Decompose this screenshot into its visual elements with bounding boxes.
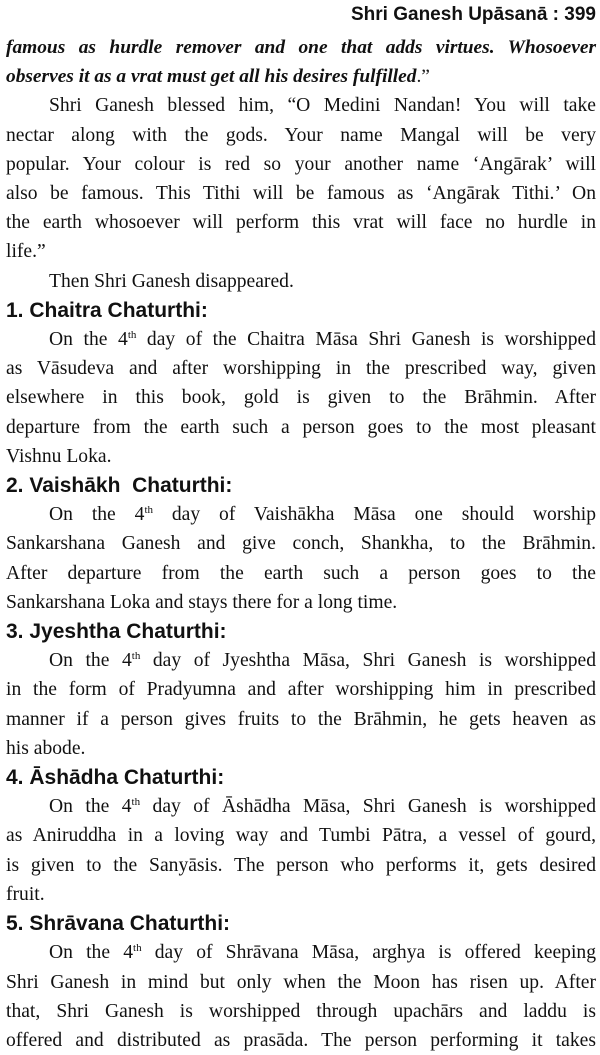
jyeshtha-line-3: manner if a person gives fruits to the Brāhmin, he gets heaven as — [6, 708, 596, 730]
blessing-line-3: popular. Your colour is red so your another name ‘Angārak’ will — [6, 153, 596, 175]
intro-italic-line-2 — [6, 62, 596, 91]
blessing-line-2: nectar along with the gods. Your name Mangal will be very — [6, 124, 596, 146]
chaitra-line-4: departure from the earth such a person goes to the most pleasant — [6, 416, 596, 438]
section-body-ashadha — [6, 792, 596, 909]
ordinal-sup: th — [144, 504, 153, 517]
intro-italic-line-1: famous as hurdle remover and one that adds virtues. Whosoever — [6, 37, 596, 58]
section-body-vaishakh — [6, 500, 596, 617]
blessing-line-5: the earth whosoever will perform this vrat will face no hurdle in — [6, 212, 596, 234]
ordinal-sup: th — [131, 796, 141, 809]
ashadha-line-4: fruit. — [6, 883, 45, 905]
chaitra-line-2-text: Vāsudeva and after worshipping in the prescribed way, given — [36, 358, 596, 380]
chaitra-line-1 — [6, 325, 596, 354]
section-heading-chaitra: 1. Chaitra Chaturthi: — [6, 298, 208, 322]
shravana-line-1-rest: day of Shrāvana Māsa, arghya is offered keeping — [141, 942, 596, 964]
section-heading-ashadha: 4. Āshādha Chaturthi: — [6, 766, 225, 790]
ashadha-line-2: as Aniruddha in a loving way and Tumbi Pātra, a vessel of gourd, — [6, 825, 596, 847]
shravana-line-1 — [6, 938, 596, 967]
ordinal-sup: th — [127, 329, 137, 342]
vaishakh-line-4: Sankarshana Loka and stays there for a long time. — [6, 591, 398, 613]
blessing-line-6: life.” — [6, 241, 46, 263]
shravana-line-3: that, Shri Ganesh is worshipped through upachārs and laddu is — [6, 1000, 596, 1022]
ashadha-line-3: is given to the Sanyāsis. The person who performs it, gets desired — [6, 854, 596, 876]
vaishakh-line-3: After departure from the earth such a person goes to the — [6, 562, 596, 584]
section-heading-jyeshtha: 3. Jyeshtha Chaturthi: — [6, 620, 227, 644]
ordinal-sup: th — [131, 650, 141, 663]
vaishakh-line-1-start: On the 4 — [49, 504, 145, 526]
blessing-line-1: Shri Ganesh blessed him, “O Medini Nandan! You will take — [49, 95, 596, 117]
chaitra-line-2 — [6, 354, 596, 383]
ashadha-line-1-rest: day of Āshādha Māsa, Shri Ganesh is worshipped — [140, 796, 596, 818]
chaitra-line-1-rest: day of the Chaitra Māsa Shri Ganesh is worshipped — [136, 329, 596, 351]
vaishakh-line-2: Sankarshana Ganesh and give conch, Shankha, to the Brāhmin. — [6, 533, 596, 555]
shravana-line-2: Shri Ganesh in mind but only when the Moon has risen up. After — [6, 971, 596, 993]
section-heading-shravana: 5. Shrāvana Chaturthi: — [6, 912, 231, 936]
disappeared-line: Then Shri Ganesh disappeared. — [49, 270, 294, 292]
ordinal-sup: th — [133, 942, 142, 955]
jyeshtha-line-2: in the form of Pradyumna and after worshipping him in prescribed — [6, 679, 596, 701]
chaitra-line-2-prefix: as — [6, 358, 37, 380]
intro-italic-close: .” — [416, 66, 430, 88]
section-body-shravana — [6, 938, 596, 1055]
shravana-line-4: offered and distributed as prasāda. The person performing it takes — [6, 1029, 596, 1051]
section-body-jyeshtha — [6, 646, 596, 763]
running-head: Shri Ganesh Upāsanā : 399 — [351, 4, 596, 25]
vaishakh-line-1-rest: day of Vaishākha Māsa one should worship — [153, 504, 597, 526]
section-body-chaitra — [6, 325, 596, 471]
jyeshtha-line-1-start: On the 4 — [49, 650, 132, 672]
chaitra-line-3: elsewhere in this book, gold is given to the Brāhmin. After — [6, 387, 596, 409]
jyeshtha-line-1-rest: day of Jyeshtha Māsa, Shri Ganesh is worshipped — [140, 650, 596, 672]
intro-block — [6, 33, 596, 296]
chaitra-line-1-start: On the 4 — [49, 329, 128, 351]
ashadha-line-1-start: On the 4 — [49, 796, 132, 818]
book-page — [6, 0, 597, 1051]
chaitra-line-5: Vishnu Loka. — [6, 445, 112, 467]
vaishakh-line-1 — [6, 500, 596, 529]
jyeshtha-line-4: his abode. — [6, 737, 86, 759]
shravana-line-1-start: On the 4 — [49, 942, 134, 964]
blessing-line-4: also be famous. This Tithi will be famous as ‘Angārak Tithi.’ On — [6, 183, 596, 205]
ashadha-line-1 — [6, 792, 596, 821]
jyeshtha-line-1 — [6, 646, 596, 675]
section-heading-vaishakh: 2. Vaishākh Chaturthi: — [6, 474, 233, 498]
intro-italic-line-2-text: observes it as a vrat must get all his desires fulfilled — [6, 66, 417, 88]
